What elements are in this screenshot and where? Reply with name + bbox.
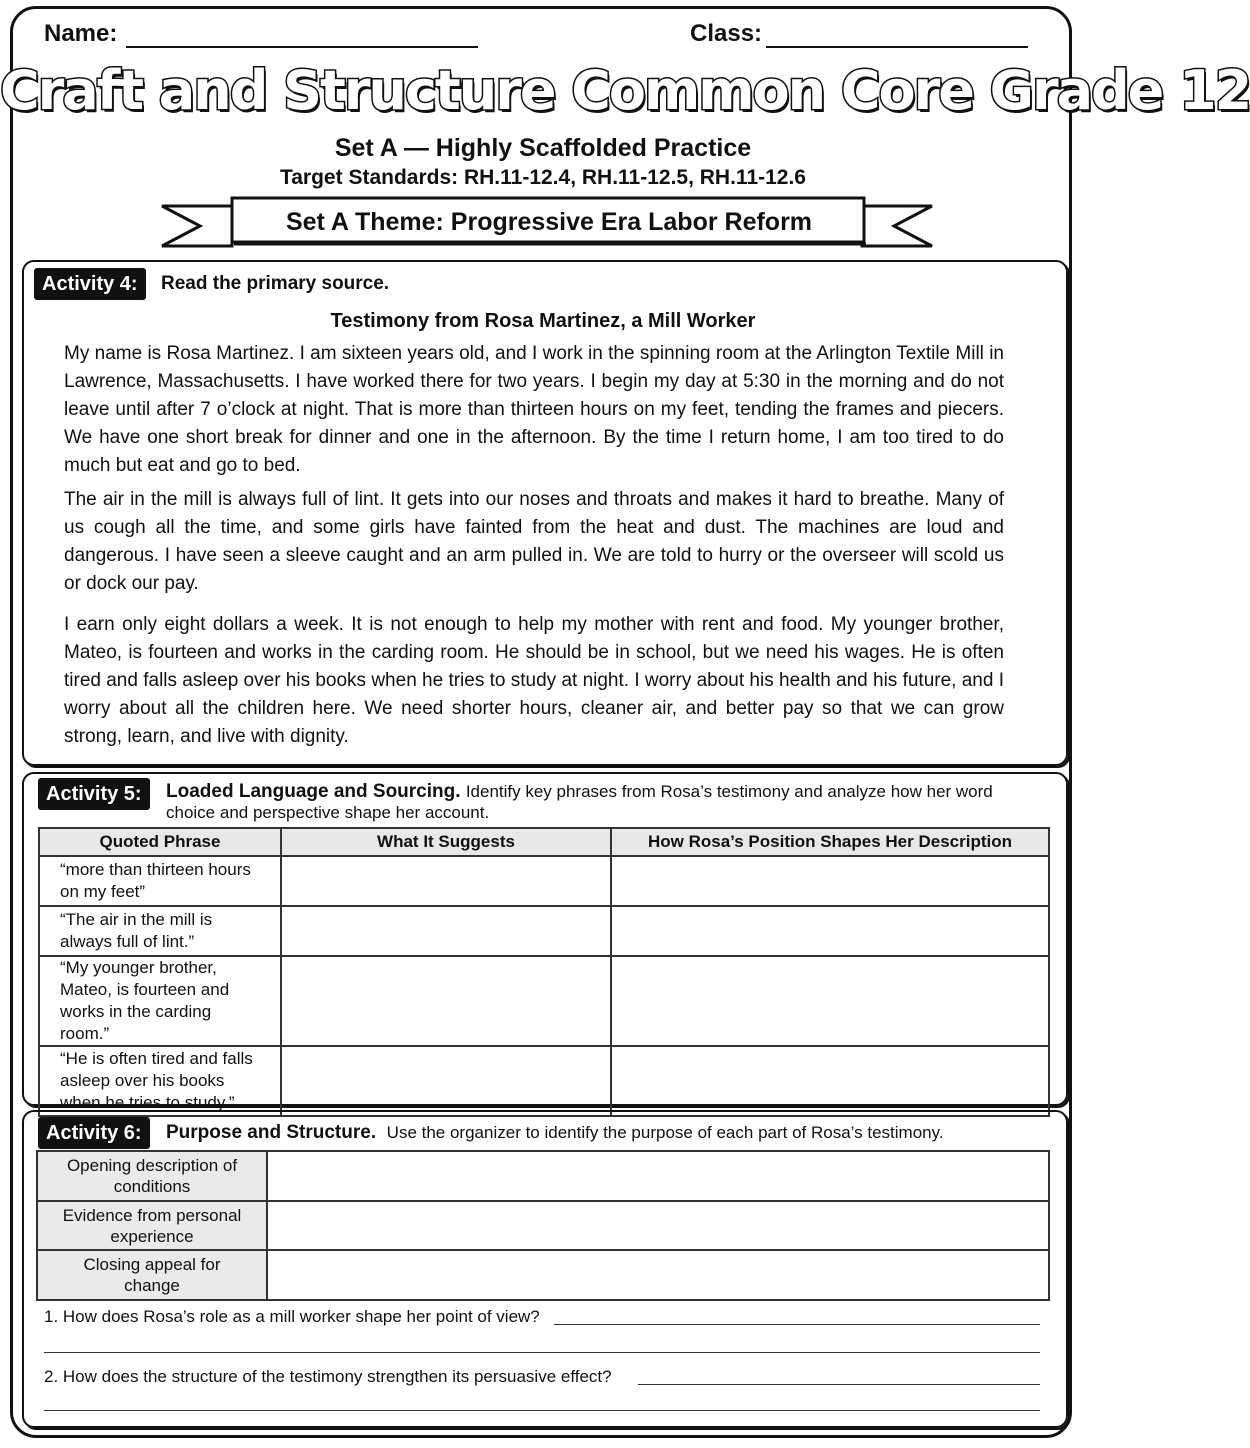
activity-6-badge: Activity 6: bbox=[38, 1117, 150, 1149]
name-field-line[interactable] bbox=[126, 46, 478, 48]
table-header-row bbox=[39, 828, 1049, 856]
question-2: 2. How does the structure of the testimony strengthen its persuasive effect? bbox=[44, 1367, 612, 1386]
testimony-paragraph-2: The air in the mill is always full of lint. It gets into our noses and throats and makes it hard to breathe. Many of us cough all the time, and some girls have fainted from the heat and dust. The machines are loud and dangerous. I have seen a sleeve caught and an arm pulled in. We are told to hurry or the overseer will scold us or dock our pay. bbox=[64, 489, 1004, 594]
activity-6-instruction bbox=[166, 1122, 944, 1144]
organizer-row bbox=[37, 1151, 1049, 1201]
organizer-label: Closing appeal for change bbox=[37, 1250, 267, 1300]
position-shapes-cell[interactable] bbox=[611, 956, 1049, 1046]
quoted-phrase-cell: “The air in the mill is always full of lint.” bbox=[39, 906, 281, 956]
question-1: 1. How does Rosa’s role as a mill worker shape her point of view? bbox=[44, 1307, 540, 1326]
organizer-answer-cell[interactable] bbox=[267, 1201, 1049, 1250]
quoted-phrase-cell: “My younger brother, Mateo, is fourteen and works in the carding room.” bbox=[39, 956, 281, 1046]
question-1-answer-line-2[interactable] bbox=[44, 1352, 1040, 1353]
organizer-row bbox=[37, 1201, 1049, 1250]
activity-5-heading: Loaded Language and Sourcing. bbox=[166, 781, 461, 802]
quoted-phrase-cell: “more than thirteen hours on my feet” bbox=[39, 856, 281, 906]
organizer-label: Opening description of conditions bbox=[37, 1151, 267, 1201]
quoted-phrase-cell: “He is often tired and falls asleep over his books when he tries to study.” bbox=[39, 1046, 281, 1116]
name-label: Name: bbox=[44, 20, 118, 47]
activity-5-instruction bbox=[166, 781, 1046, 823]
activity-4-badge: Activity 4: bbox=[34, 268, 146, 300]
purpose-organizer bbox=[36, 1150, 1050, 1301]
class-label: Class: bbox=[690, 20, 763, 47]
position-shapes-cell[interactable] bbox=[611, 856, 1049, 906]
set-line: Set A — Highly Scaffolded Practice bbox=[334, 134, 752, 162]
what-it-suggests-cell[interactable] bbox=[281, 956, 611, 1046]
theme-text: Set A Theme: Progressive Era Labor Reform bbox=[285, 208, 813, 236]
what-it-suggests-cell[interactable] bbox=[281, 906, 611, 956]
organizer-answer-cell[interactable] bbox=[267, 1250, 1049, 1300]
activity-4-instruction: Read the primary source. bbox=[161, 273, 390, 294]
testimony-paragraph-1: My name is Rosa Martinez. I am sixteen years old, and I work in the spinning room at the Arlington Textile Mill in Lawrence, Massachusetts. I have worked there for two years. I begin my day at 5:30 in the morning and do not leave until after 7 o’clock at night. That is more than thirteen hours on my feet, tending the frames and piecers. We have one short break for dinner and one in the afternoon. By the time I return home, I am too tired to do much but eat and go to bed. bbox=[64, 343, 1004, 476]
column-header: What It Suggests bbox=[281, 828, 611, 856]
position-shapes-cell[interactable] bbox=[611, 1046, 1049, 1116]
activity-6-text: Use the organizer to identify the purpose of each part of Rosa’s testimony. bbox=[386, 1123, 944, 1142]
what-it-suggests-cell[interactable] bbox=[281, 1046, 611, 1116]
organizer-answer-cell[interactable] bbox=[267, 1151, 1049, 1201]
activity-5-text: Identify key phrases from Rosa’s testimony and analyze how her word choice and perspective shape her account. bbox=[166, 782, 993, 822]
what-it-suggests-cell[interactable] bbox=[281, 856, 611, 906]
target-standards: Target Standards: RH.11-12.4, RH.11-12.5, RH.11-12.6 bbox=[279, 166, 806, 189]
organizer-row bbox=[37, 1250, 1049, 1300]
worksheet-title: Craft and Structure Common Core Grade 12 bbox=[0, 59, 1250, 122]
question-1-answer-line[interactable] bbox=[554, 1324, 1040, 1325]
class-field-line[interactable] bbox=[766, 46, 1028, 48]
loaded-language-table bbox=[38, 827, 1050, 1117]
testimony-paragraph-3: I earn only eight dollars a week. It is not enough to help my mother with rent and food. My younger brother, Mateo, is fourteen and works in the carding room. He should be in school, but we need his wages. He is often tired and falls asleep over his books when he tries to study at night. I worry about his health and his future, and I worry about all the children here. We need shorter hours, cleaner air, and better pay so that we can grow strong, learn, and live with dignity. bbox=[64, 614, 1004, 747]
table-row bbox=[39, 956, 1049, 1046]
column-header: Quoted Phrase bbox=[39, 828, 281, 856]
position-shapes-cell[interactable] bbox=[611, 906, 1049, 956]
activity-6-heading: Purpose and Structure. bbox=[166, 1122, 377, 1143]
table-row bbox=[39, 1046, 1049, 1116]
table-row bbox=[39, 856, 1049, 906]
activity-5-badge: Activity 5: bbox=[38, 778, 150, 810]
question-2-answer-line[interactable] bbox=[638, 1384, 1040, 1385]
question-2-answer-line-2[interactable] bbox=[44, 1410, 1040, 1411]
source-title: Testimony from Rosa Martinez, a Mill Worker bbox=[330, 310, 756, 332]
organizer-label: Evidence from personal experience bbox=[37, 1201, 267, 1250]
column-header: How Rosa’s Position Shapes Her Description bbox=[611, 828, 1049, 856]
table-row bbox=[39, 906, 1049, 956]
